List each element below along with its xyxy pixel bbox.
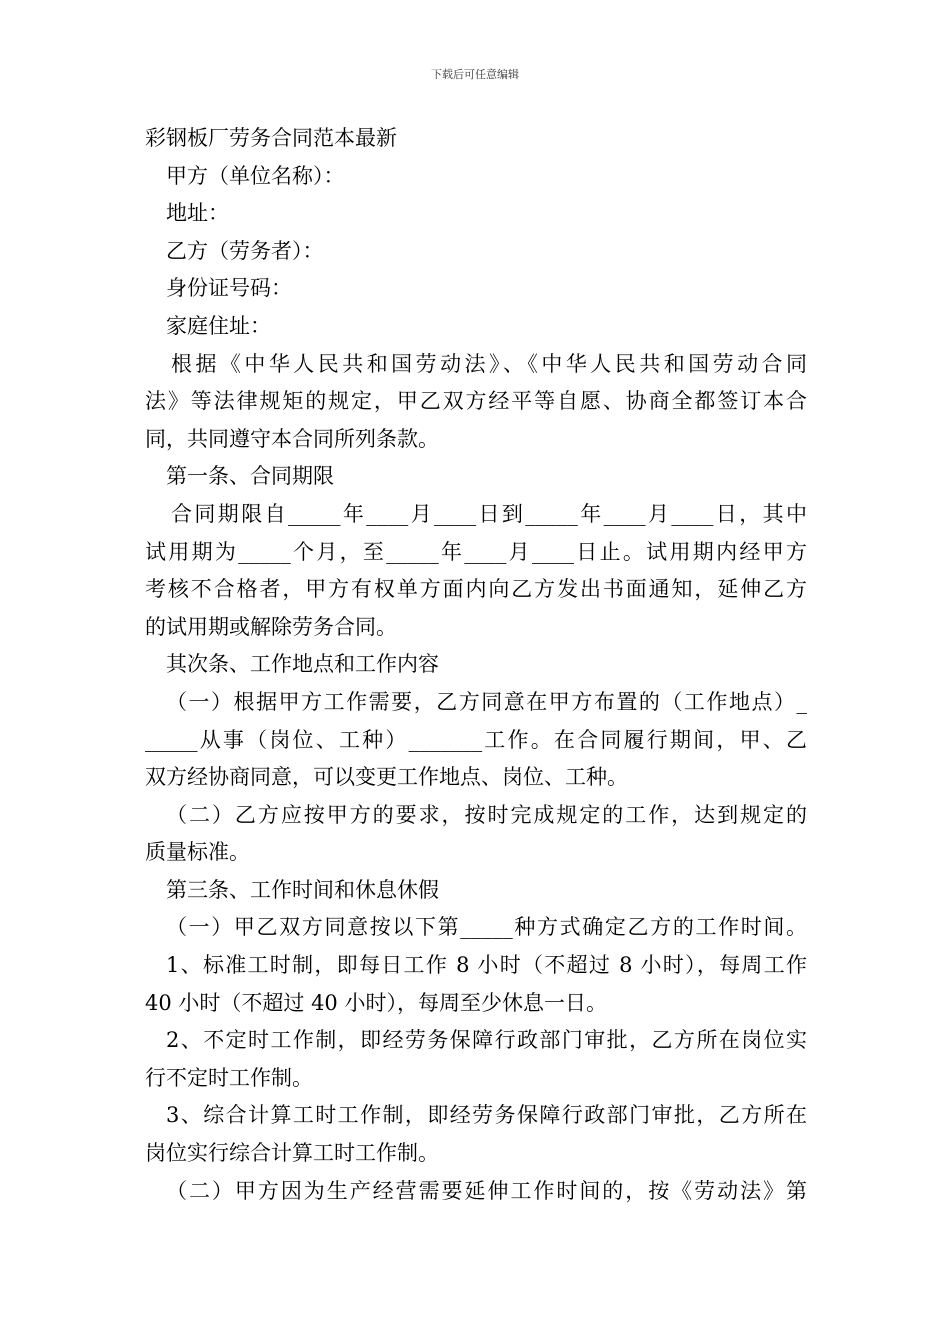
document-line: 岗位实行综合计算工时工作制。	[145, 1141, 439, 1166]
document-title: 彩钢板厂劳务合同范本最新	[145, 126, 397, 150]
document-line: （一）甲乙双方同意按以下第_____种方式确定乙方的工作时间。	[166, 915, 807, 940]
document-line: （一）根据甲方工作需要，乙方同意在甲方布置的（工作地点）_	[166, 689, 807, 714]
document-line: 双方经协商同意，可以变更工作地点、岗位、工种。	[145, 765, 628, 790]
document-line: 第一条、合同期限	[166, 464, 334, 489]
document-line: 甲方（单位名称）：	[166, 163, 345, 188]
document-line: _____从事（岗位、工种）_______工作。在合同履行期间，甲、乙	[145, 727, 807, 752]
document-line: 考核不合格者，甲方有权单方面内向乙方发出书面通知，延伸乙方	[145, 577, 807, 602]
document-line: 地址：	[166, 201, 229, 226]
document-line: 3、综合计算工时工作制，即经劳务保障行政部门审批，乙方所在	[166, 1103, 807, 1128]
document-line: 合同期限自_____年____月____日到_____年____月____日，其中	[171, 501, 807, 526]
document-line: 2、不定时工作制，即经劳务保障行政部门审批，乙方所在岗位实	[166, 1028, 807, 1053]
document-line: 根据《中华人民共和国劳动法》、《中华人民共和国劳动合同	[171, 351, 807, 376]
document-line: 身份证号码：	[166, 276, 292, 301]
document-line: 同，共同遵守本合同所列条款。	[145, 426, 439, 451]
document-line: 行不定时工作制。	[145, 1065, 313, 1090]
document-line: （二）乙方应按甲方的要求，按时完成规定的工作，达到规定的	[166, 802, 807, 827]
document-line: 1、标准工时制，即每日工作 8 小时（不超过 8 小时），每周工作	[166, 953, 807, 978]
document-line: 第三条、工作时间和休息休假	[166, 877, 439, 902]
page-header-note: 下载后可任意编辑	[431, 68, 519, 81]
document-line: 的试用期或解除劳务合同。	[145, 614, 397, 639]
document-line: 40 小时（不超过 40 小时），每周至少休息一日。	[145, 990, 607, 1015]
document-line: 试用期为_____个月，至_____年____月____日止。试用期内经甲方	[145, 539, 807, 564]
document-line: 乙方（劳务者）：	[166, 238, 324, 263]
document-body	[145, 120, 807, 1210]
document-line: 质量标准。	[145, 840, 250, 865]
document-line: 其次条、工作地点和工作内容	[166, 652, 439, 677]
document-line: 家庭住址：	[166, 313, 271, 338]
document-line: （二）甲方因为生产经营需要延伸工作时间的，按《劳动法》第	[166, 1178, 807, 1203]
document-line: 法》等法律规矩的规定，甲乙双方经平等自愿、协商全都签订本合	[145, 389, 807, 414]
